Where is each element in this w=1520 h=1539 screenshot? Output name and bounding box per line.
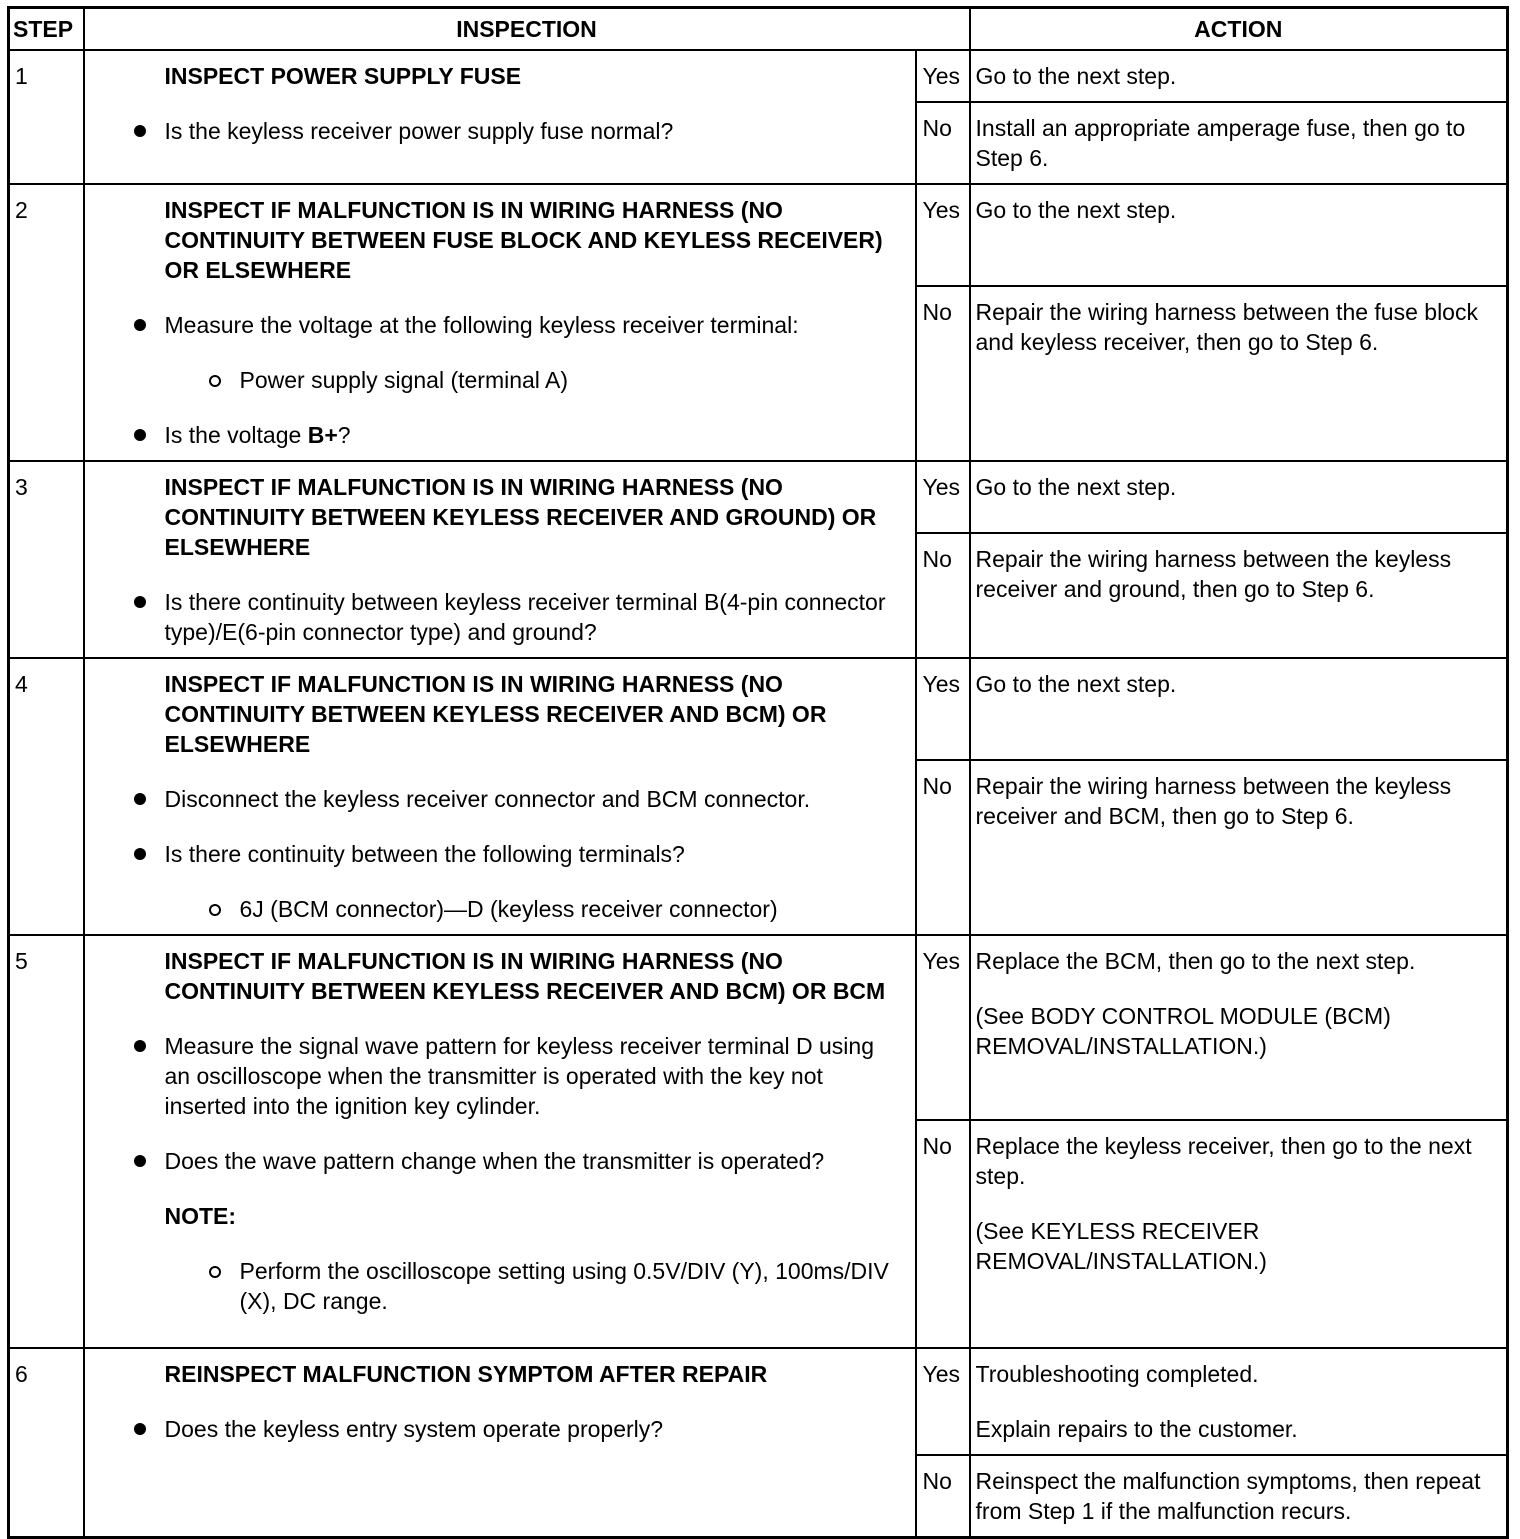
- sub-item: Power supply signal (terminal A): [85, 365, 895, 395]
- sub-item: 6J (BCM connector)—D (keyless receiver connector): [85, 894, 895, 924]
- table-row: [9, 1348, 1508, 1455]
- no-action: [970, 760, 1508, 934]
- header-row: [9, 8, 1508, 50]
- yes-label: Yes: [916, 658, 970, 761]
- no-action: [970, 102, 1508, 184]
- no-label: No: [916, 102, 970, 184]
- bullet-text: Measure the voltage at the following keyless receiver terminal:: [164, 311, 799, 338]
- bullet-item: [85, 310, 895, 340]
- bullet-item: [85, 784, 895, 814]
- action-text: Repair the wiring harness between the keyless receiver and BCM, then go to Step 6.: [975, 773, 1452, 830]
- bullet-text: Is the voltage: [164, 421, 308, 448]
- table-body: [9, 50, 1508, 1538]
- yes-label: Yes: [916, 50, 970, 102]
- inspection-cell: [84, 461, 916, 658]
- step-heading: INSPECT IF MALFUNCTION IS IN WIRING HARNESS (NO CONTINUITY BETWEEN FUSE BLOCK AND KEYLESS RECEIVER) OR ELSEWHERE: [164, 196, 883, 283]
- action-text: Replace the keyless receiver, then go to the next step.: [975, 1132, 1472, 1189]
- bullet-text: Is there continuity between the following terminals?: [164, 840, 685, 867]
- step-heading: REINSPECT MALFUNCTION SYMPTOM AFTER REPAIR: [164, 1360, 768, 1387]
- bullet-item: [85, 420, 895, 450]
- action-text: (See KEYLESS RECEIVER REMOVAL/INSTALLATION.): [975, 1217, 1267, 1274]
- action-text: Repair the wiring harness between the fuse block and keyless receiver, then go to Step 6.: [975, 298, 1478, 355]
- yes-label: Yes: [916, 461, 970, 534]
- table-row: [9, 935, 1508, 1120]
- yes-action: [970, 184, 1508, 286]
- step-heading: INSPECT IF MALFUNCTION IS IN WIRING HARNESS (NO CONTINUITY BETWEEN KEYLESS RECEIVER AND BCM) OR BCM: [164, 947, 886, 1004]
- yes-label: Yes: [916, 1348, 970, 1455]
- bullet-item: [85, 587, 895, 647]
- step-number: 1: [9, 50, 84, 184]
- action-text: Go to the next step.: [975, 62, 1177, 89]
- action-text: Repair the wiring harness between the keyless receiver and ground, then go to Step 6.: [975, 546, 1452, 603]
- no-label: No: [916, 1455, 970, 1538]
- step-number: 6: [9, 1348, 84, 1538]
- action-text: Install an appropriate amperage fuse, then go to Step 6.: [975, 114, 1466, 171]
- step-number: 5: [9, 935, 84, 1348]
- no-label: No: [916, 533, 970, 657]
- yes-action: [970, 658, 1508, 761]
- step-heading: INSPECT POWER SUPPLY FUSE: [164, 62, 522, 89]
- step-number: 2: [9, 184, 84, 461]
- step-column-header: STEP: [9, 8, 84, 50]
- no-action: [970, 286, 1508, 461]
- bullet-text: Is the keyless receiver power supply fuse normal?: [164, 117, 674, 144]
- action-text: Go to the next step.: [975, 473, 1177, 500]
- inspection-cell: [84, 658, 916, 935]
- no-label: No: [916, 760, 970, 934]
- bullet-item: [85, 1031, 895, 1121]
- bullet-item: [85, 1146, 895, 1176]
- yes-action: [970, 1348, 1508, 1455]
- bullet-trailing-text: ?: [337, 421, 351, 448]
- inspection-cell: [84, 184, 916, 461]
- no-label: No: [916, 1120, 970, 1348]
- action-text: Explain repairs to the customer.: [975, 1415, 1298, 1442]
- bullet-bold-text: B+: [307, 421, 338, 448]
- yes-action: [970, 935, 1508, 1120]
- troubleshooting-table: [7, 6, 1509, 1539]
- table-row: [9, 461, 1508, 534]
- action-text: (See BODY CONTROL MODULE (BCM) REMOVAL/INSTALLATION.): [975, 1002, 1391, 1059]
- no-label: No: [916, 286, 970, 461]
- inspection-cell: [84, 50, 916, 184]
- action-text: Troubleshooting completed.: [975, 1360, 1259, 1387]
- table-row: [9, 658, 1508, 761]
- action-text: Go to the next step.: [975, 670, 1177, 697]
- note-label: NOTE:: [164, 1202, 237, 1229]
- sub-item: Perform the oscilloscope setting using 0.5V/DIV (Y), 100ms/DIV (X), DC range.: [85, 1256, 895, 1316]
- inspection-column-header: INSPECTION: [84, 8, 970, 50]
- inspection-cell: [84, 1348, 916, 1538]
- bullet-text: Does the wave pattern change when the transmitter is operated?: [164, 1147, 825, 1174]
- yes-action: [970, 50, 1508, 102]
- no-action: [970, 533, 1508, 657]
- bullet-item: [85, 116, 895, 146]
- step-number: 4: [9, 658, 84, 935]
- inspection-cell: [84, 935, 916, 1348]
- bullet-text: Disconnect the keyless receiver connector and BCM connector.: [164, 785, 811, 812]
- action-text: Replace the BCM, then go to the next step.: [975, 947, 1416, 974]
- table-row: [9, 50, 1508, 102]
- bullet-text: Is there continuity between keyless receiver terminal B(4-pin connector type)/E(6-pin connector type) and ground?: [164, 588, 886, 645]
- yes-action: [970, 461, 1508, 534]
- no-action: [970, 1455, 1508, 1538]
- step-heading: INSPECT IF MALFUNCTION IS IN WIRING HARNESS (NO CONTINUITY BETWEEN KEYLESS RECEIVER AND BCM) OR ELSEWHERE: [164, 670, 827, 757]
- action-text: Reinspect the malfunction symptoms, then repeat from Step 1 if the malfunction recurs.: [975, 1467, 1481, 1524]
- bullet-text: Does the keyless entry system operate properly?: [164, 1415, 664, 1442]
- table-row: [9, 184, 1508, 286]
- no-action: [970, 1120, 1508, 1348]
- action-text: Go to the next step.: [975, 196, 1177, 223]
- yes-label: Yes: [916, 935, 970, 1120]
- action-column-header: ACTION: [970, 8, 1508, 50]
- step-heading: INSPECT IF MALFUNCTION IS IN WIRING HARNESS (NO CONTINUITY BETWEEN KEYLESS RECEIVER AND GROUND) OR ELSEWHERE: [164, 473, 877, 560]
- bullet-text: Measure the signal wave pattern for keyless receiver terminal D using an oscilloscope when the transmitter is operated with the key not inserted into the ignition key cylinder.: [164, 1032, 874, 1119]
- bullet-item: [85, 839, 895, 869]
- step-number: 3: [9, 461, 84, 658]
- bullet-item: [85, 1414, 895, 1444]
- yes-label: Yes: [916, 184, 970, 286]
